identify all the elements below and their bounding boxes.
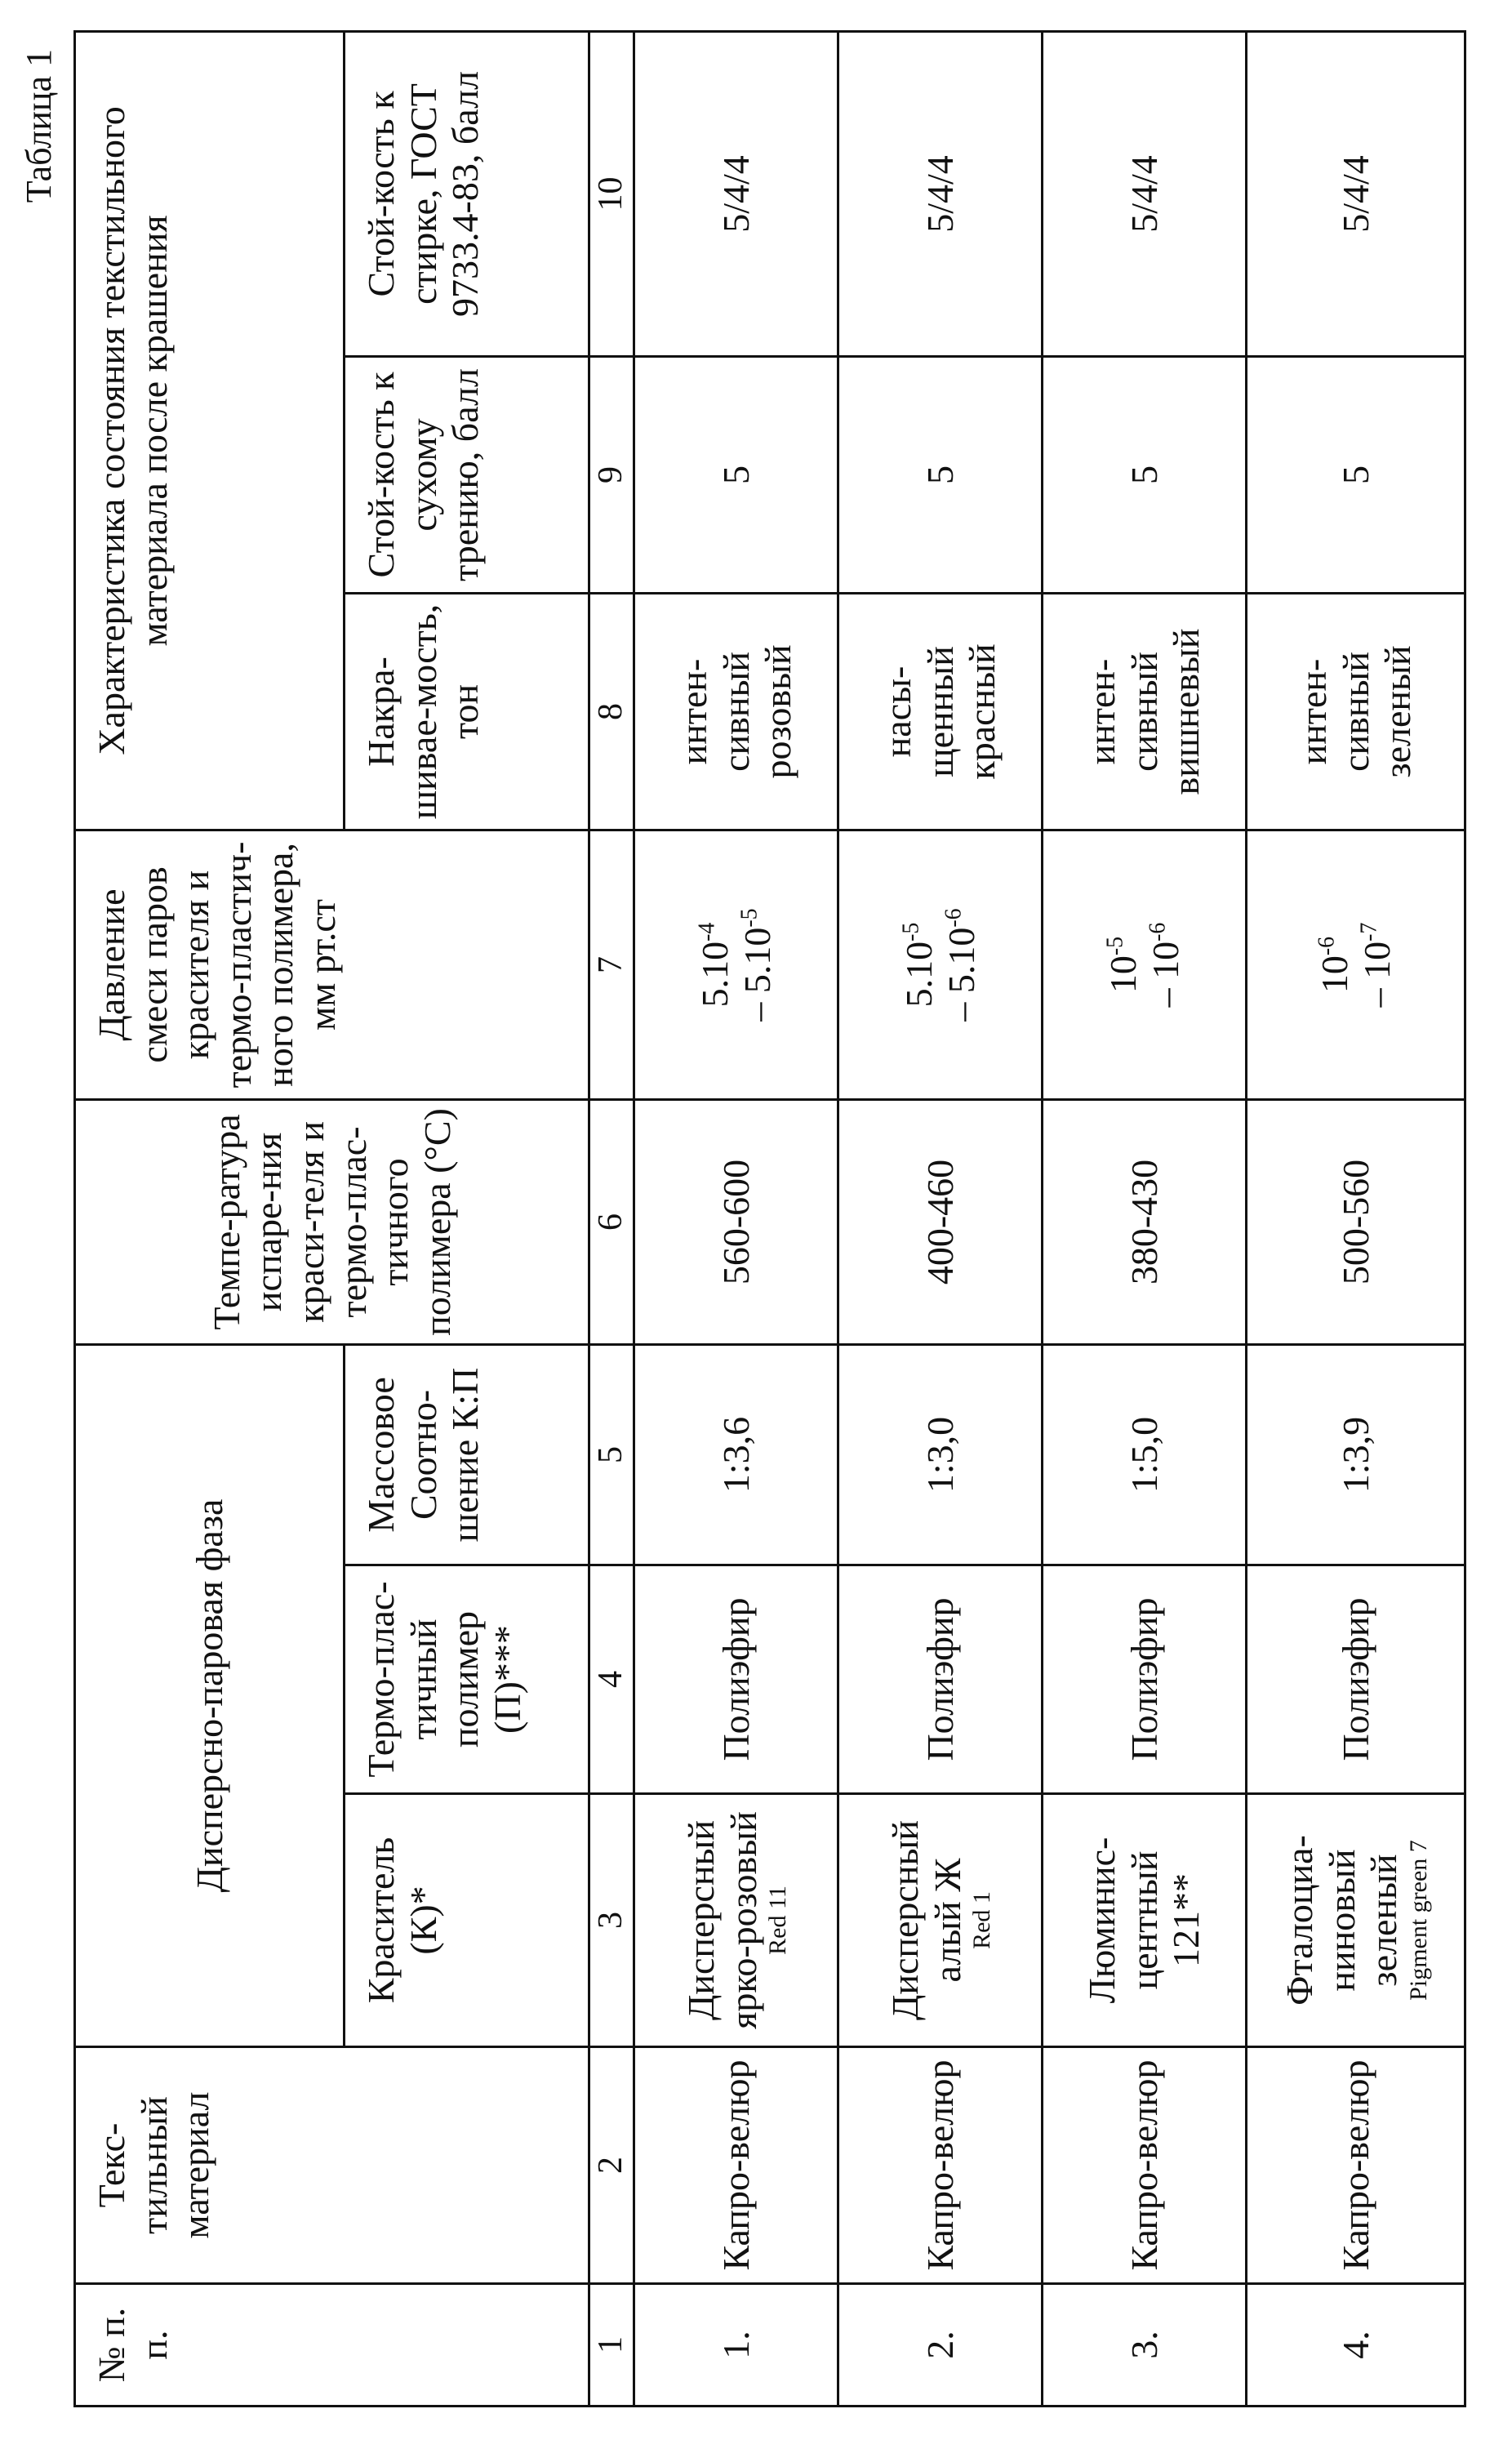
row-num: 1.	[634, 2284, 838, 2407]
row-buildup: интен-сивный вишневый	[1043, 593, 1247, 830]
table-row	[634, 31, 838, 2406]
row-ratio: 1:3,9	[1247, 1344, 1465, 1565]
header-pressure: Давление смеси паров красителя и термо-пластич-ного полимера, мм рт.ст	[75, 830, 589, 1099]
header-buildup: Накра-шивае-мость, тон	[345, 593, 589, 830]
row-dye	[1247, 1794, 1465, 2047]
header-polymer: Термо-плас-тичный полимер (П)***	[345, 1565, 589, 1794]
rotated-page	[0, 0, 1512, 2440]
pressure-lower-base: – 10	[1145, 942, 1186, 1008]
pressure-lower-exp: -6	[941, 908, 966, 927]
row-dye	[1043, 1794, 1247, 2047]
row-material: Капро-велюр	[634, 2047, 838, 2284]
row-rub: 5	[838, 356, 1043, 593]
row-temperature: 500-560	[1247, 1099, 1465, 1344]
pressure-upper	[1102, 838, 1145, 1092]
pressure-upper-base: 10	[1102, 955, 1144, 993]
col-number: 1	[589, 2284, 634, 2407]
row-dye-index: Red 11	[764, 1801, 792, 2039]
pressure-lower-base: – 10	[1356, 942, 1398, 1008]
header-num: № п. п.	[75, 2284, 589, 2407]
row-pressure	[1043, 830, 1247, 1099]
row-buildup: интен-сивный зеленый	[1247, 593, 1465, 830]
data-table	[73, 30, 1466, 2407]
row-dye	[838, 1794, 1043, 2047]
row-dye-name: Дисперсный ярко-розовый	[680, 1801, 764, 2039]
pressure-upper-base: 5.10	[694, 942, 736, 1008]
pressure-lower	[1145, 838, 1187, 1092]
row-ratio: 1:3,0	[838, 1344, 1043, 1565]
pressure-lower-exp: -6	[1145, 923, 1170, 942]
row-dye-name: Фталоциа-ниновый зеленый	[1279, 1801, 1405, 2039]
row-rub: 5	[1247, 356, 1465, 593]
col-number: 5	[589, 1344, 634, 1565]
col-number: 9	[589, 356, 634, 593]
table-row	[1247, 31, 1465, 2406]
header-characteristics: Характеристика состояния текстильного материала после крашения	[75, 31, 345, 830]
pressure-upper	[898, 838, 941, 1092]
row-polymer: Полиэфир	[1247, 1565, 1465, 1794]
pressure-upper	[1314, 838, 1356, 1092]
col-number: 2	[589, 2047, 634, 2284]
pressure-lower-base: – 5.10	[941, 928, 982, 1022]
pressure-upper-exp: -5	[899, 923, 924, 942]
row-polymer: Полиэфир	[838, 1565, 1043, 1794]
header-wash: Стой-кость к стирке, ГОСТ 9733.4-83, балл	[345, 31, 589, 356]
row-temperature: 400-460	[838, 1099, 1043, 1344]
row-rub: 5	[1043, 356, 1247, 593]
header-material: Текс-тильный материал	[75, 2047, 589, 2284]
pressure-lower-exp: -5	[736, 908, 762, 927]
header-dispersed-phase: Дисперсно-паровая фаза	[75, 1344, 345, 2046]
row-wash: 5/4/4	[634, 31, 838, 356]
row-rub: 5	[634, 356, 838, 593]
row-ratio: 1:3,6	[634, 1344, 838, 1565]
row-dye	[634, 1794, 838, 2047]
row-pressure	[634, 830, 838, 1099]
row-buildup: насы-щенный красный	[838, 593, 1043, 830]
pressure-upper-exp: -6	[1314, 937, 1340, 955]
row-pressure	[1247, 830, 1465, 1099]
column-numbers-row	[589, 31, 634, 2406]
row-polymer: Полиэфир	[1043, 1565, 1247, 1794]
row-dye-index: Pigment green 7	[1405, 1801, 1433, 2039]
row-material: Капро-велюр	[838, 2047, 1043, 2284]
header-row-group	[75, 31, 345, 2406]
table-row	[1043, 31, 1247, 2406]
row-num: 4.	[1247, 2284, 1465, 2407]
row-material: Капро-велюр	[1247, 2047, 1465, 2284]
header-rub: Стой-кость к сухому трению, балл	[345, 356, 589, 593]
col-number: 6	[589, 1099, 634, 1344]
table-row	[838, 31, 1043, 2406]
header-temperature: Темпе-ратура испаре-ния краси-теля и термо-плас-тичного полимера (°С)	[75, 1099, 589, 1344]
pressure-upper-base: 5.10	[898, 942, 940, 1008]
row-polymer: Полиэфир	[634, 1565, 838, 1794]
header-ratio: Массовое Соотно-шение К:П	[345, 1344, 589, 1565]
pressure-upper-exp: -4	[695, 923, 720, 942]
col-number: 10	[589, 31, 634, 356]
row-wash: 5/4/4	[838, 31, 1043, 356]
col-number: 3	[589, 1794, 634, 2047]
row-ratio: 1:5,0	[1043, 1344, 1247, 1565]
header-dye: Краситель (К)*	[345, 1794, 589, 2047]
pressure-lower-exp: -7	[1356, 923, 1381, 942]
row-material: Капро-велюр	[1043, 2047, 1247, 2284]
col-number: 7	[589, 830, 634, 1099]
row-dye-name: Дисперсный алый Ж	[884, 1801, 968, 2039]
pressure-upper-base: 10	[1314, 955, 1355, 993]
row-wash: 5/4/4	[1043, 31, 1247, 356]
row-dye-index: Red 1	[968, 1801, 996, 2039]
row-num: 2.	[838, 2284, 1043, 2407]
pressure-upper	[694, 838, 736, 1092]
row-dye-name: Люминис-центный 121**	[1081, 1801, 1207, 2039]
pressure-lower-base: – 5.10	[736, 928, 778, 1022]
pressure-upper-exp: -5	[1103, 937, 1128, 955]
col-number: 8	[589, 593, 634, 830]
row-temperature: 560-600	[634, 1099, 838, 1344]
row-temperature: 380-430	[1043, 1099, 1247, 1344]
row-pressure	[838, 830, 1043, 1099]
pressure-lower	[1356, 838, 1399, 1092]
row-buildup: интен-сивный розовый	[634, 593, 838, 830]
pressure-lower	[736, 838, 779, 1092]
pressure-lower	[941, 838, 983, 1092]
table-caption: Таблица 1	[18, 49, 60, 203]
col-number: 4	[589, 1565, 634, 1794]
row-num: 3.	[1043, 2284, 1247, 2407]
row-wash: 5/4/4	[1247, 31, 1465, 356]
